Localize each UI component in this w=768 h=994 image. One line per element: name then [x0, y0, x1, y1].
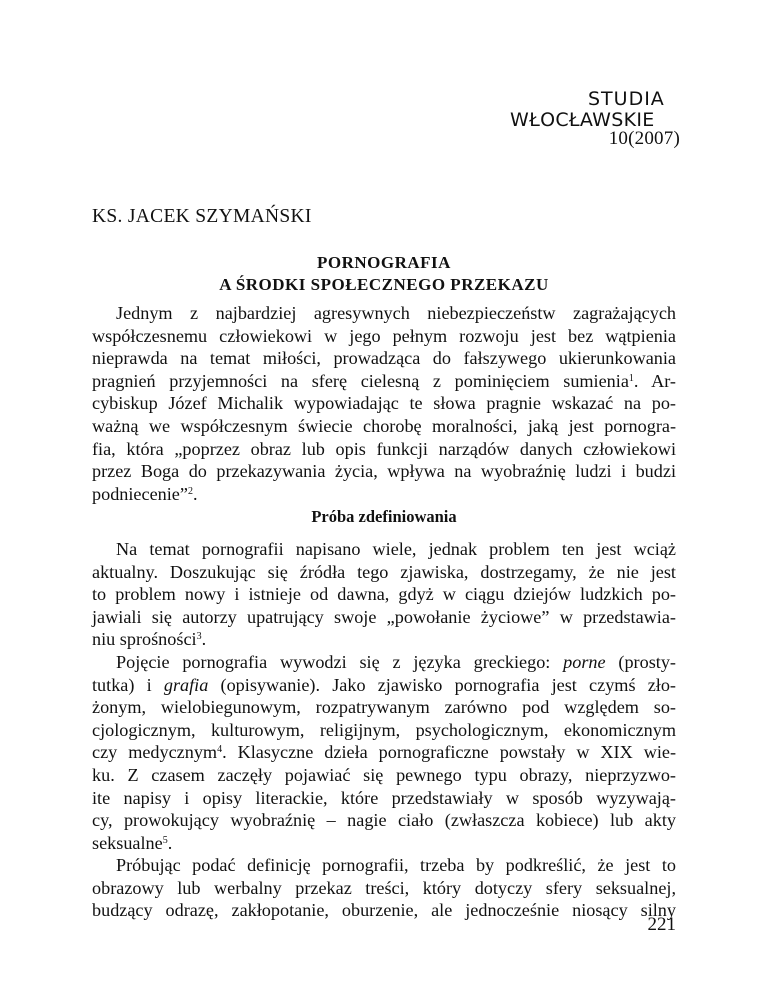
text-line: cybiskup Józef Michalik wypowiadając te słowa pragnie wskazać na po-: [92, 393, 676, 414]
greek-term: porne: [563, 652, 606, 672]
text-line: obrazowy lub werbalny przekaz treści, który dotyczy sfery seksualnej,: [92, 877, 676, 898]
text-line: Pojęcie pornografia wywodzi się z języka greckiego: porne (prosty-: [116, 652, 676, 672]
text-line: podniecenie”$^2$.: [92, 483, 198, 504]
text-line: Na temat pornografii napisano wiele, jednak problem ten jest wciąż: [116, 539, 676, 559]
logo-line2: WŁOCŁAWSKIE: [510, 109, 655, 130]
text-line: to problem nowy i istnieje od dawna, gdyż w ciągu dziejów ludzkich po-: [92, 584, 676, 605]
text-line: ku. Z czasem zaczęły pojawiać się pewnego typu obrazy, nieprzyzwo-: [92, 764, 676, 785]
logo-line1: STUDIA: [588, 88, 665, 110]
paragraph-3: [92, 651, 676, 854]
text-line: Próbując podać definicję pornografii, trzeba by podkreślić, że jest to: [116, 855, 676, 875]
journal-logo-mark: [510, 86, 678, 130]
text-line: fia, która „poprzez obraz lub opis funkcji narządów danych człowiekowi: [92, 438, 676, 459]
paragraph-2: [92, 538, 676, 651]
text-line: żonym, wielobiegunowym, rozpatrywanym zarówno pod względem so-: [92, 697, 676, 718]
paragraph-4: [92, 854, 676, 922]
text-line: współczesnemu człowiekowi w jego pełnym rozwoju jest bez wątpienia: [92, 325, 676, 346]
text-line: nieprawda na temat miłości, prowadząca do fałszywego ukierunkowania: [92, 348, 676, 369]
greek-term: grafia: [163, 674, 209, 695]
text-line: jawiali się autorzy upatrujący swoje „powołanie życiowe” w przedstawia-: [92, 606, 676, 627]
article-author: KS. JACEK SZYMAŃSKI: [92, 206, 312, 227]
text-line: Jednym z najbardziej agresywnych niebezpieczeństw zagrażających: [116, 303, 676, 323]
footnote-ref: 4: [217, 744, 223, 756]
text-line: cy, prowokujący wyobraźnię – nagie ciało (zwłaszcza kobiece) lub akty: [92, 810, 676, 831]
footnote-ref: 1: [628, 372, 634, 384]
text-line: tutka) i grafia (opisywanie). Jako zjawisko pornografia jest czymś zło-: [92, 674, 676, 695]
text-line: niu sprośności$^3$.: [92, 629, 207, 650]
text-line: cjologicznym, kulturowym, religijnym, psychologicznym, ekonomicznym: [92, 719, 676, 740]
page-number: 221: [647, 914, 676, 935]
text-line: budzący odrazę, zakłopotanie, oburzenie, ale jednocześnie niosący silny: [92, 900, 676, 921]
article-title-line2: A ŚRODKI SPOŁECZNEGO PRZEKAZU: [219, 275, 549, 294]
text-line: aktualny. Doszukując się źródła tego zjawiska, dostrzegamy, że nie jest: [92, 561, 676, 582]
text-line: przez Boga do przekazywania życia, wpływa na wyobraźnię ludzi i budzi: [92, 461, 676, 482]
paragraph-1: [92, 302, 676, 505]
text-line: czy medycznym$^4$. Klasyczne dzieła pornograficzne powstały w XIX wie-: [92, 742, 677, 763]
text-line: ite napisy i opisy literackie, które przedstawiały w sposób wyzywają-: [92, 787, 676, 808]
text-line: pragnień przyjemności na sferę cielesną z pominięciem sumienia$^1$. Ar-: [92, 370, 676, 391]
section-heading: Próba zdefiniowania: [311, 507, 457, 526]
journal-logo: [510, 86, 678, 130]
text-line: ważną we współczesnym świecie chorobę moralności, jaką jest pornogra-: [92, 415, 676, 436]
article-title-line1: PORNOGRAFIA: [317, 253, 451, 272]
footnote-ref: 2: [187, 485, 193, 497]
issue-number: 10(2007): [608, 128, 680, 149]
text-line: seksualne$^5$.: [92, 832, 173, 853]
footnote-ref: 3: [196, 631, 202, 643]
footnote-ref: 5: [162, 834, 168, 846]
